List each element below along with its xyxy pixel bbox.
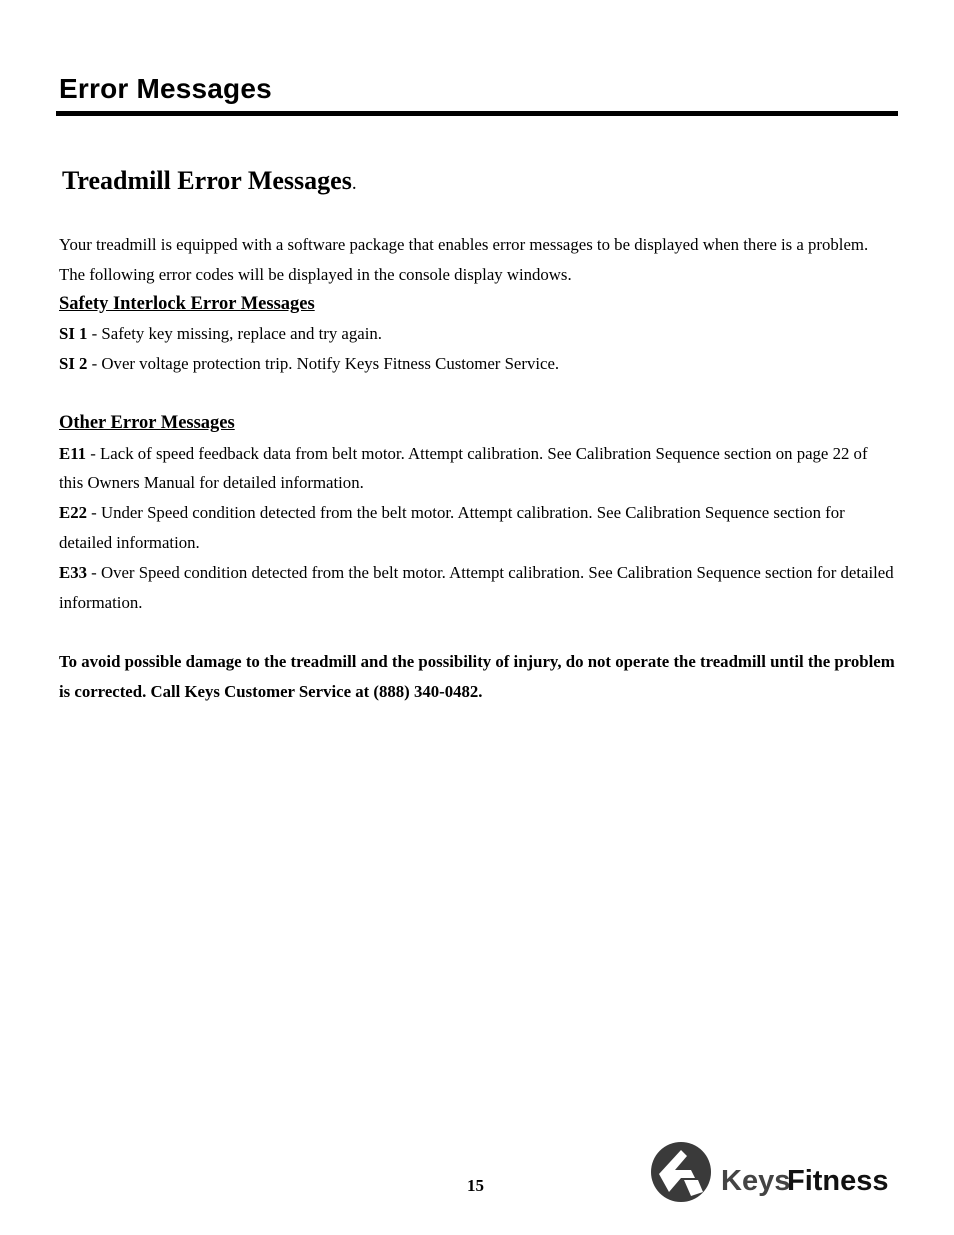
other-errors-heading: Other Error Messages [59, 412, 235, 433]
error-entry-e22 [59, 498, 895, 558]
error-description: - Over Speed condition detected from the belt motor. Attempt calibration. See Calibration Sequence section for detailed information. [59, 562, 894, 612]
logo-text-keys: Keys [721, 1165, 791, 1197]
error-code: E22 [59, 503, 87, 523]
intro-paragraph: Your treadmill is equipped with a software package that enables error messages to be displayed when there is a problem. The following error codes will be displayed in the console display windows. [59, 235, 869, 284]
error-entry-si1 [59, 319, 895, 349]
keys-fitness-runner-logo-icon [651, 1140, 901, 1204]
warning-paragraph: To avoid possible damage to the treadmill and the possibility of injury, do not operate the treadmill until the problem is corrected. Call Keys Customer Service at (888) 340-0482. [59, 652, 895, 701]
error-description: - Over voltage protection trip. Notify Keys Fitness Customer Service. [87, 354, 560, 374]
error-code: SI 1 [59, 324, 88, 344]
error-entry-e33 [59, 558, 895, 618]
page-title-suffix: . [351, 173, 357, 194]
header-rule [56, 111, 898, 116]
logo-text-fitness: Fitness [787, 1165, 889, 1197]
section-header: Error Messages [59, 73, 272, 104]
error-code: SI 2 [59, 354, 88, 374]
error-description: - Lack of speed feedback data from belt motor. Attempt calibration. See Calibration Sequence section on page 22 of this Owners Manual for detailed information. [59, 443, 868, 493]
page-title-text: Treadmill Error Messages [62, 166, 352, 195]
page-number: 15 [467, 1176, 484, 1195]
error-description: - Under Speed condition detected from the belt motor. Attempt calibration. See Calibration Sequence section for detailed information. [59, 503, 845, 552]
error-entry-e11 [59, 439, 895, 499]
safety-interlock-heading: Safety Interlock Error Messages [59, 293, 315, 314]
main-content [59, 230, 895, 707]
spacer [59, 379, 895, 409]
keys-fitness-logo [651, 1140, 901, 1204]
page-title [62, 164, 357, 201]
error-entry-si2 [59, 349, 895, 379]
error-code: E33 [59, 562, 87, 582]
error-code: E11 [59, 443, 87, 463]
error-description: - Safety key missing, replace and try again. [87, 324, 382, 344]
spacer [59, 617, 895, 647]
